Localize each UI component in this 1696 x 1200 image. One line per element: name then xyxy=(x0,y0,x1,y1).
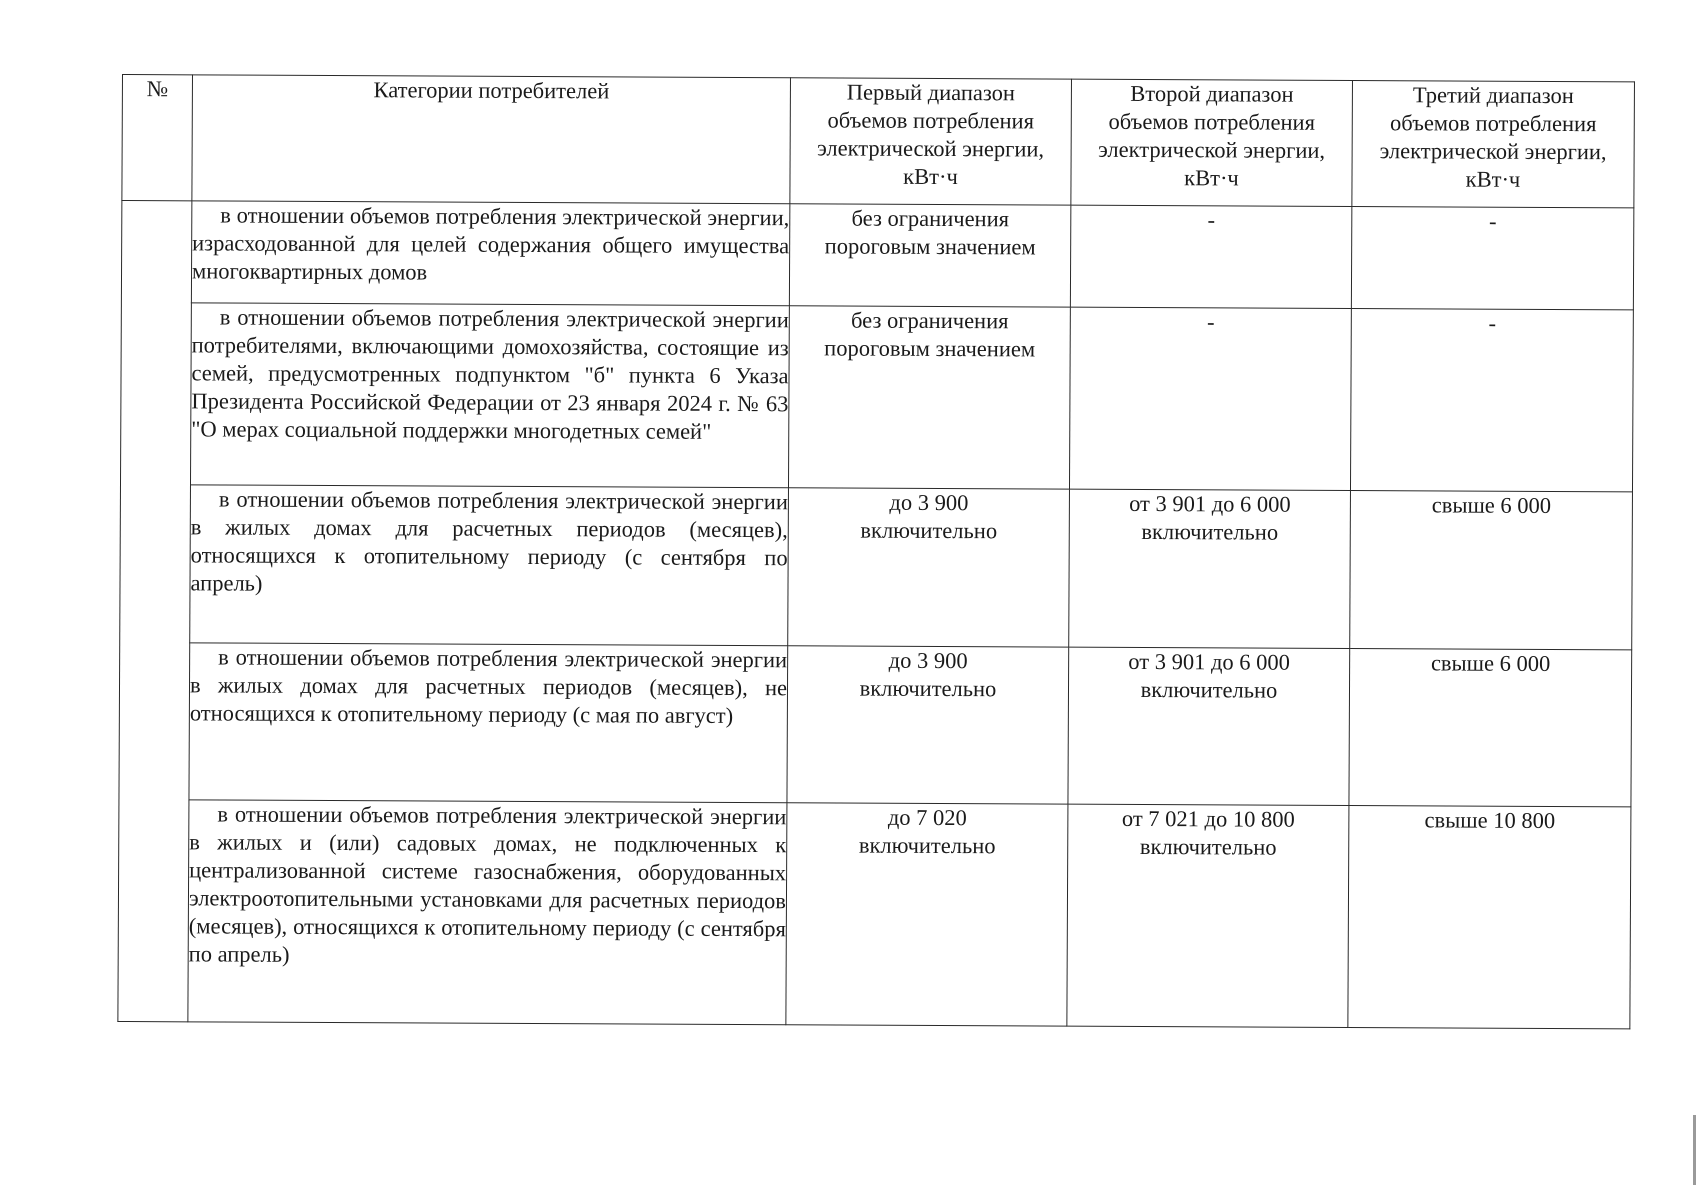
first-range-cell xyxy=(786,803,1068,1026)
second-range-cell xyxy=(1069,489,1351,648)
first-range-cell xyxy=(788,488,1070,647)
third-range-cell xyxy=(1351,207,1633,310)
third-range-value: свыше 6 000 xyxy=(1430,650,1551,676)
first-range-value-line-2: пороговым значением xyxy=(824,335,1036,362)
category-cell: в отношении объемов потребления электрической энергии, израсходованной для целей содержания общего имущества многоквартирных домов xyxy=(191,201,789,306)
second-range-value: от 3 901 до 6 000 xyxy=(1128,648,1290,675)
first-range-value-line-2: включительно xyxy=(859,675,997,702)
second-range-value: от 3 901 до 6 000 xyxy=(1129,490,1291,517)
header-first-range xyxy=(790,78,1072,205)
header-consumer-categories: Категории потребителей xyxy=(192,75,791,204)
header-first-range-line-2: объемов потребления xyxy=(827,107,1035,134)
third-range-value: свыше 6 000 xyxy=(1431,492,1552,518)
first-range-cell xyxy=(788,306,1070,489)
second-range-cell xyxy=(1068,647,1350,805)
first-range-value: до 3 900 xyxy=(888,647,968,674)
table-row xyxy=(121,201,1633,310)
second-range-value: - xyxy=(1206,309,1215,335)
header-number: № xyxy=(122,75,193,201)
header-second-range xyxy=(1071,79,1353,206)
first-range-value-line-2: пороговым значением xyxy=(824,233,1036,260)
category-cell: в отношении объемов потребления электрической энергии потребителями, включающими домохозяйства, состоящие из семей, предусмотренных подпунктом "б" пункта 6 Указа Президента Российской Федерации от 23 января 2024 г. № 63 "О мерах социальной поддержки многодетных семей" xyxy=(190,303,789,488)
second-range-cell xyxy=(1069,307,1351,490)
third-range-cell xyxy=(1350,491,1633,650)
header-first-range-line-3: электрической энергии, xyxy=(817,135,1045,162)
third-range-value: - xyxy=(1488,310,1497,336)
third-range-cell xyxy=(1349,649,1632,807)
third-range-value: свыше 10 800 xyxy=(1424,807,1556,834)
second-range-value: от 7 021 до 10 800 xyxy=(1121,805,1295,832)
second-range-cell xyxy=(1070,205,1351,308)
first-range-cell xyxy=(787,646,1069,804)
table-row xyxy=(118,799,1631,1028)
second-range-value-line-2: включительно xyxy=(1140,676,1278,703)
header-second-range-line-3: электрической энергии, xyxy=(1098,136,1326,163)
table-row xyxy=(120,302,1633,491)
second-range-value-line-2: включительно xyxy=(1139,833,1277,860)
header-second-range-line-1: Второй диапазон xyxy=(1130,80,1294,107)
third-range-cell xyxy=(1350,309,1633,492)
header-first-range-line-1: Первый диапазон xyxy=(846,79,1016,106)
third-range-value: - xyxy=(1488,208,1497,234)
header-third-range-line-4: кВт·ч xyxy=(1465,166,1521,192)
first-range-cell xyxy=(789,204,1070,307)
consumption-ranges-table xyxy=(117,74,1635,1029)
header-third-range xyxy=(1352,81,1635,208)
second-range-cell xyxy=(1067,804,1349,1027)
first-range-value-line-2: включительно xyxy=(860,517,998,544)
category-cell: в отношении объемов потребления электрической энергии в жилых домах для расчетных периодов (месяцев), относящихся к отопительному периоду (с сентября по апрель) xyxy=(190,485,789,646)
category-cell: в отношении объемов потребления электрической энергии в жилых домах для расчетных периодов (месяцев), не относящихся к отопительному периоду (с мая по август) xyxy=(189,643,788,803)
header-second-range-line-2: объемов потребления xyxy=(1108,108,1316,135)
header-first-range-line-4: кВт·ч xyxy=(903,163,958,190)
table-row xyxy=(119,642,1632,806)
header-third-range-line-3: электрической энергии, xyxy=(1379,138,1607,165)
second-range-value: - xyxy=(1207,207,1216,233)
third-range-cell xyxy=(1348,806,1631,1029)
number-cell xyxy=(118,201,192,1022)
category-cell: в отношении объемов потребления электрической энергии в жилых и (или) садовых домах, не подключенных к централизованной системе газоснабжения, оборудованных электроотопительными установками для расчетных периодов (месяцев), относящихся к отопительному периоду (с сентября по апрель) xyxy=(188,800,787,1025)
table-header-row xyxy=(122,75,1635,208)
table-row xyxy=(120,484,1633,649)
header-third-range-line-2: объемов потребления xyxy=(1390,110,1597,137)
first-range-value: без ограничения xyxy=(851,307,1009,334)
first-range-value: до 7 020 xyxy=(887,804,967,831)
header-second-range-line-4: кВт·ч xyxy=(1184,165,1239,191)
first-range-value: до 3 900 xyxy=(889,489,969,516)
first-range-value: без ограничения xyxy=(851,205,1010,232)
first-range-value-line-2: включительно xyxy=(858,832,996,859)
second-range-value-line-2: включительно xyxy=(1141,518,1279,545)
header-third-range-line-1: Третий диапазон xyxy=(1412,82,1574,109)
